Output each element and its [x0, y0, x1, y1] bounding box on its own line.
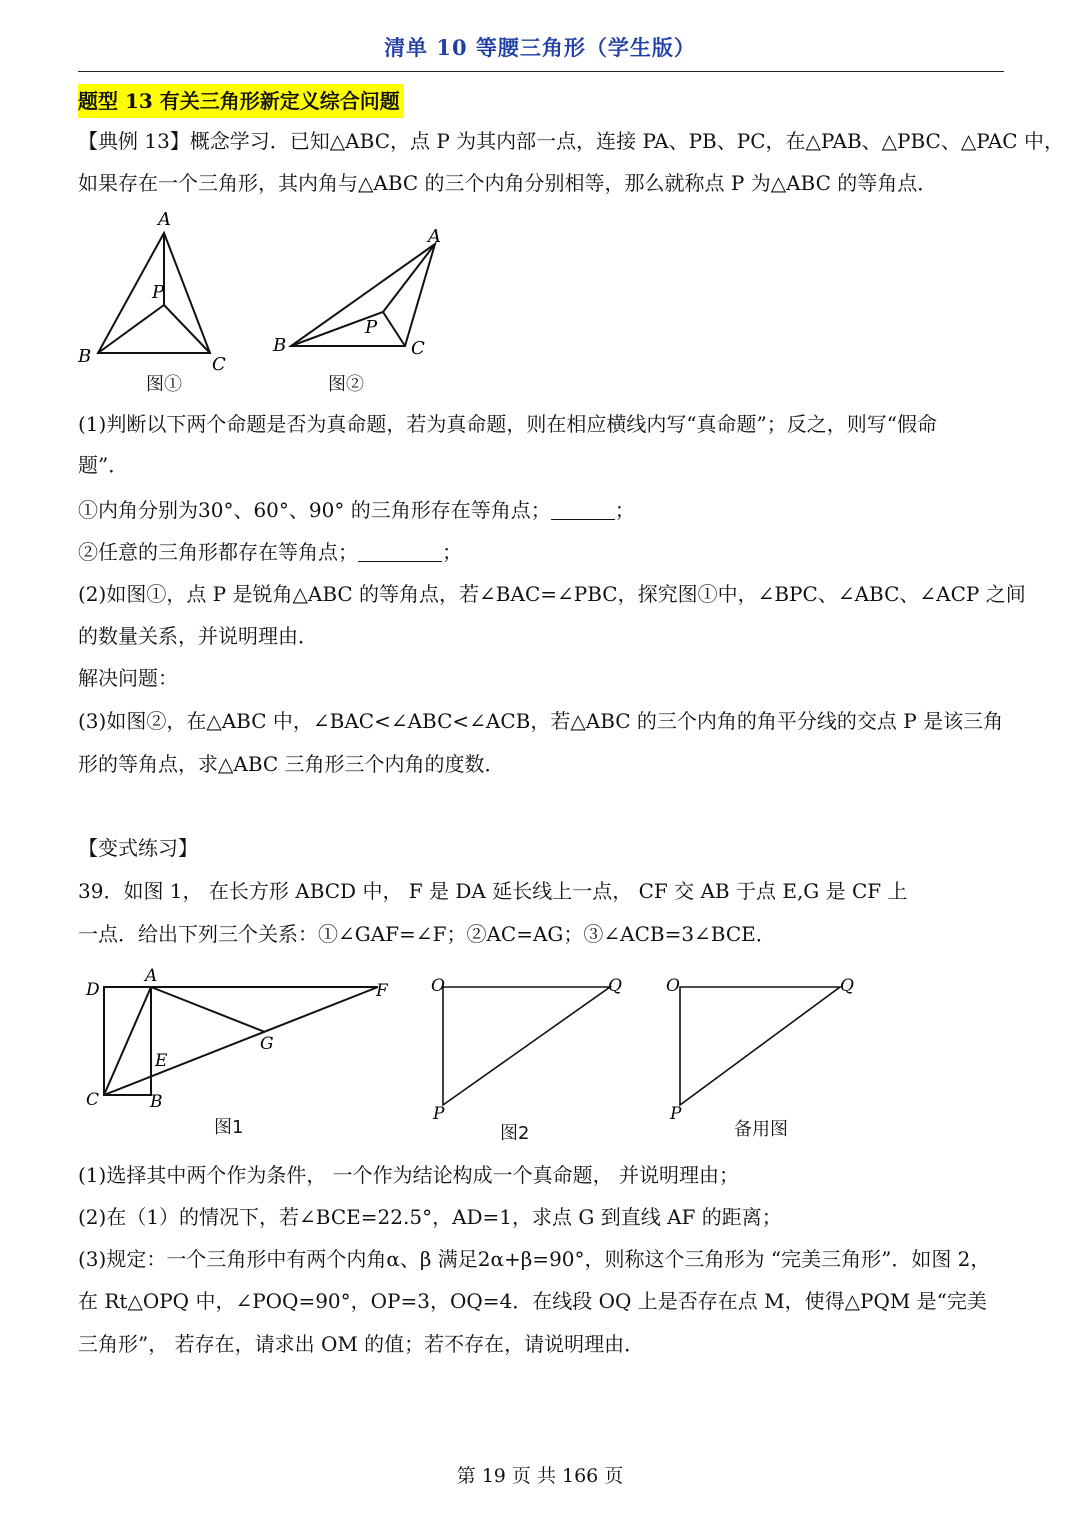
triangle-abc-outline [291, 244, 435, 346]
label-b: B [273, 335, 287, 356]
figure-1-triangle [70, 205, 250, 375]
label-o: O [666, 976, 680, 996]
q1-part-a-text: ①内角分别为30°、60°、90° 的三角形存在等角点； [78, 498, 551, 522]
example-line-1: 【典例 13】概念学习．已知△ABC，点 P 为其内部一点，连接 PA、PB、PC，在△PAB、△PBC、△PAC 中， [78, 129, 1064, 153]
answer-blank[interactable] [358, 541, 442, 562]
backup-right-triangle [660, 965, 880, 1125]
figure-2-caption: 图② [328, 374, 364, 395]
practice-label: 【变式练习】 [78, 836, 198, 860]
label-f: F [376, 981, 388, 1001]
figure-2-triangle [265, 220, 465, 365]
label-g: G [260, 1034, 274, 1054]
triangle-opq [680, 987, 840, 1105]
example-line-2: 如果存在一个三角形，其内角与△ABC 的三个内角分别相等，那么就称点 P 为△ABC 的等角点． [78, 171, 938, 195]
problem-39-line-1: 39．如图 1， 在长方形 ABCD 中， F 是 DA 延长线上一点， CF 交 AB 于点 E,G 是 CF 上 [78, 879, 908, 903]
practice-q1: (1)选择其中两个作为条件， 一个作为结论构成一个真命题， 并说明理由； [78, 1163, 740, 1187]
label-p: P [433, 1104, 445, 1124]
figure-1-caption: 图1 [214, 1117, 244, 1138]
segment-pc [383, 312, 405, 346]
answer-blank[interactable] [551, 499, 615, 520]
practice-q3-line-1: (3)规定：一个三角形中有两个内角α、β 满足2α+β=90°，则称这个三角形为 “完美三角形”．如图 2， [78, 1247, 991, 1271]
segment-ag [151, 987, 265, 1032]
q1-part-b-end: ； [442, 540, 462, 564]
segment-pb [98, 305, 164, 353]
q1-part-b-text: ②任意的三角形都存在等角点； [78, 540, 358, 564]
q3-line-2: 形的等角点，求△ABC 三角形三个内角的度数． [78, 752, 505, 776]
label-c: C [86, 1090, 100, 1110]
practice-q2: (2)在（1）的情况下，若∠BCE=22.5°，AD=1，求点 G 到直线 AF 的距离； [78, 1205, 782, 1229]
label-p: P [365, 317, 378, 338]
figure-2-right-triangle [425, 965, 645, 1125]
label-d: D [86, 980, 100, 1000]
document-header-title: 清单 10 等腰三角形（学生版） [384, 35, 696, 60]
page-number-footer: 第 19 页 共 166 页 [456, 1465, 624, 1487]
figure-2-caption: 图2 [500, 1123, 530, 1144]
label-q: Q [608, 976, 622, 996]
q1-line-2: 题”． [78, 453, 129, 477]
label-p: P [152, 282, 165, 303]
label-c: C [212, 354, 226, 375]
q1-part-a-end: ； [614, 498, 635, 522]
label-a: A [158, 209, 171, 230]
problem-39-line-2: 一点．给出下列三个关系：①∠GAF=∠F；②AC=AG；③∠ACB=3∠BCE． [78, 922, 776, 946]
triangle-opq [443, 987, 610, 1105]
label-b: B [150, 1092, 163, 1112]
figure-1-rectangle [80, 965, 400, 1115]
section-title: 题型 13 有关三角形新定义综合问题 [78, 84, 404, 118]
q1-part-b [78, 539, 1004, 565]
q3-line-1: (3)如图②，在△ABC 中，∠BAC<∠ABC<∠ACB，若△ABC 的三个内角的角平分线的交点 P 是该三角 [78, 709, 1004, 733]
label-b: B [78, 346, 92, 367]
label-p: P [670, 1104, 682, 1124]
label-q: Q [840, 976, 854, 996]
segment-cf [104, 987, 378, 1095]
q1-part-a [78, 497, 1004, 523]
label-a: A [428, 226, 441, 247]
header-divider [78, 71, 1004, 72]
practice-q3-line-3: 三角形”， 若存在，请求出 OM 的值；若不存在，请说明理由． [78, 1332, 645, 1356]
q2-line-2: 的数量关系，并说明理由． [78, 624, 318, 648]
solve-label: 解决问题： [78, 666, 178, 690]
q1-line-1: (1)判断以下两个命题是否为真命题，若为真命题，则在相应横线内写“真命题”；反之，则写“假命 [78, 412, 938, 436]
label-c: C [411, 338, 425, 359]
segment-pc [164, 305, 210, 353]
label-a: A [145, 966, 158, 986]
figure-1-caption: 图① [146, 374, 182, 395]
backup-figure-caption: 备用图 [734, 1119, 788, 1140]
q2-line-1: (2)如图①，点 P 是锐角△ABC 的等角点，若∠BAC=∠PBC，探究图①中，∠BPC、∠ABC、∠ACP 之间 [78, 582, 1026, 606]
practice-q3-line-2: 在 Rt△OPQ 中，∠POQ=90°，OP=3，OQ=4．在线段 OQ 上是否存在点 M，使得△PQM 是“完美 [78, 1289, 987, 1313]
segment-pa [383, 244, 435, 312]
label-e: E [155, 1051, 168, 1071]
label-o: O [431, 976, 445, 996]
